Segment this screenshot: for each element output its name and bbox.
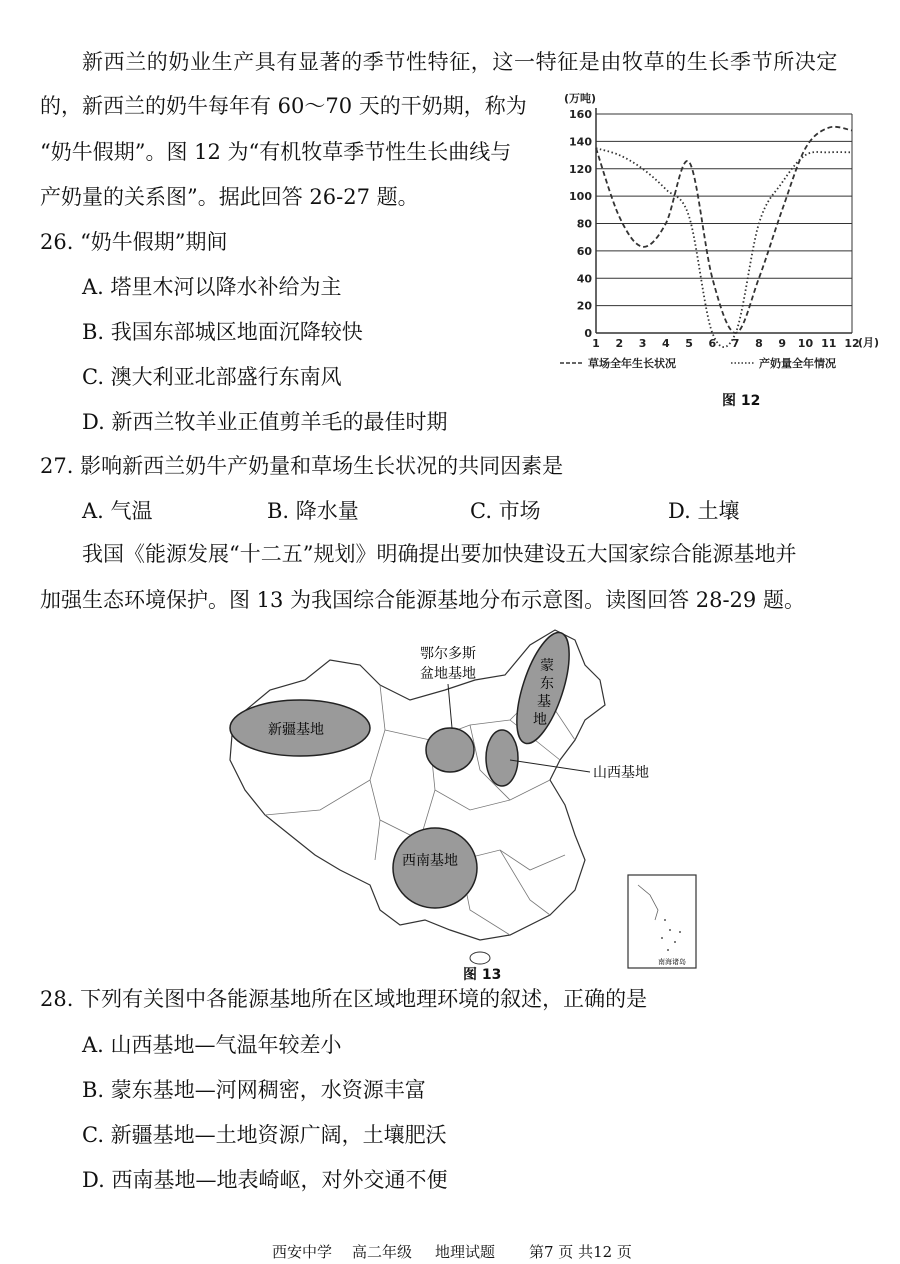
figure12-chart xyxy=(556,88,896,378)
figure12-unit: (万吨) xyxy=(564,92,597,105)
chart-grid xyxy=(596,108,852,333)
q28-option-b: B. 蒙东基地—河网稠密，水资源丰富 xyxy=(82,1078,426,1102)
q26-option-a: A. 塔里木河以降水补给为主 xyxy=(82,275,342,299)
intro1-line3: “奶牛假期”。图 12 为“有机牧草季节性生长曲线与 xyxy=(40,140,512,164)
q27-option-a: A. 气温 xyxy=(82,499,153,523)
south-china-sea-inset xyxy=(628,875,696,968)
x-tick-label: 8 xyxy=(755,337,763,350)
x-tick-label: 12 xyxy=(844,337,860,350)
x-tick-label: 5 xyxy=(685,337,693,350)
footer-subject: 地理试题 xyxy=(435,1243,496,1261)
mengdong-label-2: 东 xyxy=(540,676,554,692)
intro1-line2: 的，新西兰的奶牛每年有 60～70 天的干奶期，称为 xyxy=(40,94,527,118)
figure13-caption: 图 13 xyxy=(463,967,502,983)
y-tick-label: 100 xyxy=(569,190,592,204)
x-tick-label: 1 xyxy=(592,337,600,350)
series-milk-line xyxy=(596,148,852,347)
q28-option-a: A. 山西基地—气温年较差小 xyxy=(82,1033,342,1057)
ordos-label-2: 盆地基地 xyxy=(420,666,476,682)
q27-stem: 27. 影响新西兰奶牛产奶量和草场生长状况的共同因素是 xyxy=(40,454,564,478)
mengdong-label-3: 基 xyxy=(537,694,551,710)
mengdong-label-1: 蒙 xyxy=(540,658,554,674)
figure12-caption: 图 12 xyxy=(722,393,761,409)
footer-page: 第7 页 共12 页 xyxy=(529,1243,632,1261)
intro2-line2: 加强生态环境保护。图 13 为我国综合能源基地分布示意图。读图回答 28-29 题。 xyxy=(40,588,805,612)
legend-grass-label: 草场全年生长状况 xyxy=(588,357,676,370)
x-tick-label: 4 xyxy=(661,337,670,350)
x-tick-label: 3 xyxy=(638,337,647,350)
x-tick-label: 7 xyxy=(731,337,740,350)
series-grass-line xyxy=(596,127,852,333)
q27-option-d: D. 土壤 xyxy=(668,499,740,523)
y-tick-label: 140 xyxy=(569,135,592,149)
q27-option-b: B. 降水量 xyxy=(267,499,359,523)
hainan-island xyxy=(470,952,490,964)
intro2-line1: 我国《能源发展“十二五”规划》明确提出要加快建设五大国家综合能源基地并 xyxy=(82,542,797,566)
figure13-map xyxy=(210,620,710,970)
xinjiang-base-label: 新疆基地 xyxy=(268,722,324,738)
y-tick-label: 120 xyxy=(569,162,592,176)
shanxi-base xyxy=(486,730,518,786)
ordos-base xyxy=(426,728,474,772)
x-tick-label: 9 xyxy=(778,337,787,350)
inset-label: 南海诸岛 xyxy=(658,958,686,966)
xinan-label: 西南基地 xyxy=(402,853,458,869)
chart-x-ticks xyxy=(592,337,859,350)
ordos-label-1: 鄂尔多斯 xyxy=(420,646,476,662)
q26-option-c: C. 澳大利亚北部盛行东南风 xyxy=(82,365,342,389)
mengdong-label-4: 地 xyxy=(533,712,547,728)
intro1-line1: 新西兰的奶业生产具有显著的季节性特征，这一特征是由牧草的生长季节所决定 xyxy=(82,50,838,74)
y-tick-label: 40 xyxy=(576,272,592,286)
chart-y-ticks xyxy=(569,108,592,340)
x-tick-label: 2 xyxy=(615,337,624,350)
x-tick-label: 6 xyxy=(708,337,717,350)
q26-option-b: B. 我国东部城区地面沉降较快 xyxy=(82,320,363,344)
y-tick-label: 80 xyxy=(576,217,592,231)
legend-milk-label: 产奶量全年情况 xyxy=(759,357,836,370)
intro1-line4: 产奶量的关系图”。据此回答 26-27 题。 xyxy=(40,185,419,209)
y-tick-label: 20 xyxy=(576,299,592,313)
chart-series xyxy=(596,127,852,347)
q26-option-d: D. 新西兰牧羊业正值剪羊毛的最佳时期 xyxy=(82,410,448,434)
x-tick-label: 11 xyxy=(821,337,837,350)
shanxi-label: 山西基地 xyxy=(593,765,649,781)
y-tick-label: 160 xyxy=(569,108,592,121)
q28-stem: 28. 下列有关图中各能源基地所在区域地理环境的叙述，正确的是 xyxy=(40,987,648,1011)
q28-option-c: C. 新疆基地—土地资源广阔，土壤肥沃 xyxy=(82,1123,447,1147)
figure12-month-unit: (月) xyxy=(858,336,880,349)
footer-grade: 高二年级 xyxy=(352,1243,413,1261)
y-tick-label: 60 xyxy=(576,244,592,258)
y-tick-label: 0 xyxy=(584,327,592,340)
footer-school: 西安中学 xyxy=(272,1243,333,1261)
q26-stem: 26. “奶牛假期”期间 xyxy=(40,230,228,254)
q28-option-d: D. 西南基地—地表崎岖，对外交通不便 xyxy=(82,1168,448,1192)
q27-option-c: C. 市场 xyxy=(470,499,541,523)
x-tick-label: 10 xyxy=(797,337,814,350)
